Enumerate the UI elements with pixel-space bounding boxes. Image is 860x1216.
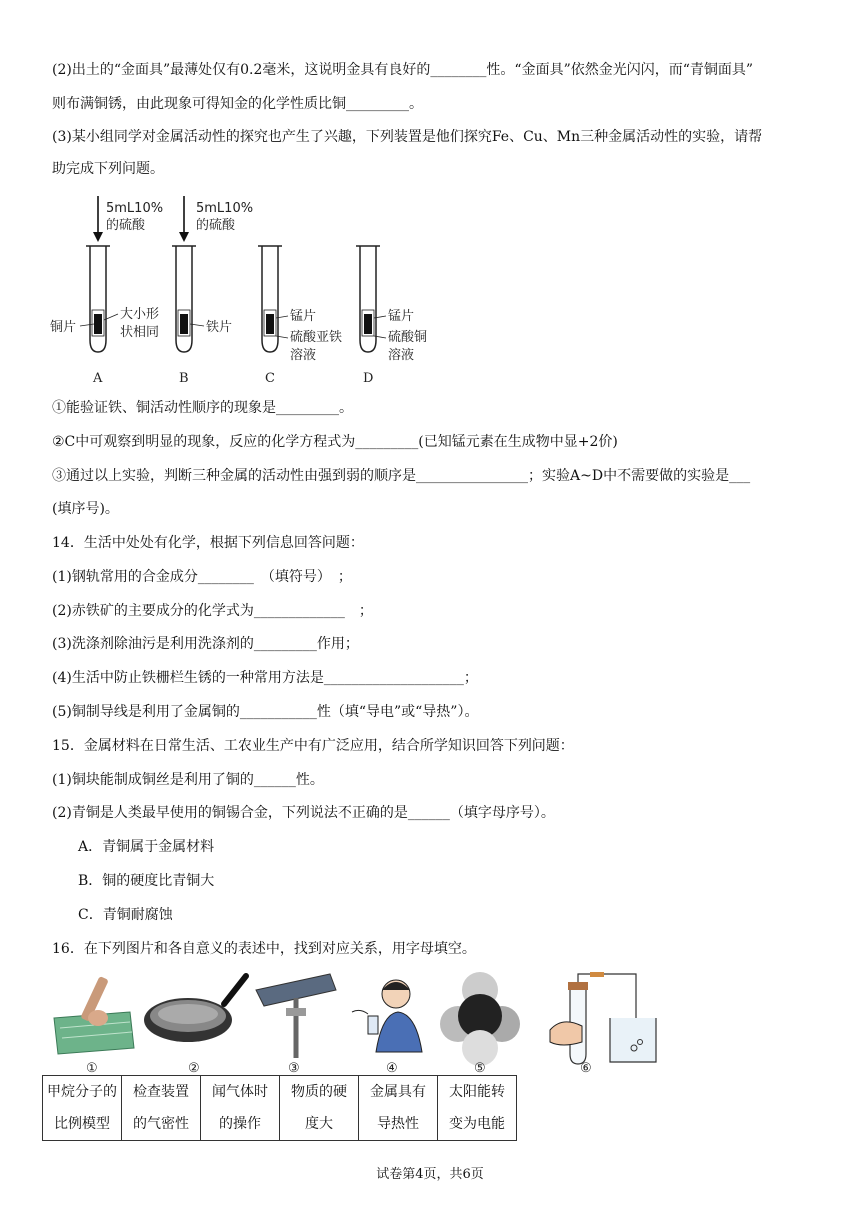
option-b: B．铜的硬度比青铜大 [78, 873, 215, 889]
text-line: ②C中可观察到明显的现象，反应的化学方程式为_________(已知锰元素在生成物中显+2价) [52, 434, 618, 450]
text-line: ①能验证铁、铜活动性顺序的现象是_________。 [52, 400, 353, 416]
airtightness-check-image [550, 972, 656, 1064]
text-line: (3)某小组同学对金属活动性的探究也产生了兴趣，下列装置是他们探究Fe、Cu、Mn三种金属活动性的实验，请帮 [52, 129, 763, 145]
tube-letter-a: A [93, 371, 103, 386]
option-a: A．青铜属于金属材料 [78, 839, 215, 855]
text-line: 16．在下列图片和各自意义的表述中，找到对应关系，用字母填空。 [52, 941, 476, 957]
smelling-gas-image [352, 980, 422, 1052]
picture-number: ⑥ [580, 1061, 592, 1076]
table-cell: 检查装置 的气密性 [122, 1076, 201, 1141]
text-line: (2)赤铁矿的主要成分的化学式为_____________ ； [52, 603, 373, 619]
acid-label: 5mL10% [196, 201, 254, 216]
tube-letter-b: B [179, 371, 189, 386]
label-same-size: 状相同 [120, 325, 160, 340]
table-cell: 太阳能转 变为电能 [438, 1076, 517, 1141]
label-copper-sheet: 铜片 [50, 320, 77, 335]
text-line: ③通过以上实验，判断三种金属的活动性由强到弱的顺序是________________；实验A~D中不需要做的实验是___ [52, 468, 751, 484]
meaning-table [42, 1075, 517, 1141]
text-line: (1)铜块能制成铜丝是利用了铜的______性。 [52, 772, 324, 788]
acid-label: 的硫酸 [196, 218, 236, 233]
picture-number: ⑤ [474, 1061, 486, 1076]
picture-number: ① [86, 1061, 98, 1076]
label-ferrous-sulfate: 硫酸亚铁 [290, 330, 343, 345]
text-line: (1)钢轨常用的合金成分________ （填符号） ； [52, 569, 352, 585]
picture-number: ② [188, 1061, 200, 1076]
label-solution: 溶液 [388, 348, 415, 363]
label-copper-sulfate: 硫酸铜 [388, 330, 428, 345]
pictures-row [50, 968, 670, 1076]
label-solution: 溶液 [290, 348, 317, 363]
tube-a [86, 246, 110, 352]
tube-b [172, 246, 196, 352]
option-c: C．青铜耐腐蚀 [78, 907, 173, 923]
text-line: (3)洗涤剂除油污是利用洗涤剂的_________作用； [52, 636, 359, 652]
text-line: 14．生活中处处有化学，根据下列信息回答问题： [52, 535, 364, 551]
table-cell: 闻气体时 的操作 [201, 1076, 280, 1141]
label-mn-sheet: 锰片 [388, 309, 415, 324]
table-cell: 物质的硬 度大 [280, 1076, 359, 1141]
picture-number: ③ [288, 1061, 300, 1076]
text-line: (5)铜制导线是利用了金属铜的___________性（填“导电”或“导热”）。 [52, 704, 479, 720]
acid-label: 的硫酸 [106, 218, 146, 233]
picture-number: ④ [386, 1061, 398, 1076]
text-line: (4)生活中防止铁栅栏生锈的一种常用方法是____________________； [52, 670, 478, 686]
scratch-test-image [54, 976, 134, 1054]
text-line: 助完成下列问题。 [52, 161, 164, 177]
tube-letter-d: D [363, 371, 374, 386]
text-line: 15．金属材料在日常生活、工农业生产中有广泛应用，结合所学知识回答下列问题： [52, 738, 574, 754]
text-line: (填序号)。 [52, 501, 119, 517]
text-line: 则布满铜锈，由此现象可得知金的化学性质比铜_________。 [52, 96, 423, 112]
text-line: (2)青铜是人类最早使用的铜锡合金，下列说法不正确的是______（填字母序号）。 [52, 805, 555, 821]
label-iron-sheet: 铁片 [206, 320, 233, 335]
table-cell: 甲烷分子的 比例模型 [43, 1076, 122, 1141]
acid-label: 5mL10% [106, 201, 164, 216]
table-cell: 金属具有 导热性 [359, 1076, 438, 1141]
label-mn-sheet: 锰片 [290, 309, 317, 324]
text-line: (2)出土的“金面具”最薄处仅有0.2毫米，这说明金具有良好的________性。“金面具”依然金光闪闪，而“青铜面具” [52, 62, 754, 78]
test-tube-diagram [50, 190, 428, 390]
solar-light-image [256, 974, 336, 1058]
tube-letter-c: C [265, 371, 275, 386]
frying-pan-image [144, 976, 246, 1042]
page-footer: 试卷第4页，共6页 [376, 1167, 484, 1182]
label-same-size: 大小形 [120, 307, 160, 322]
methane-model-image [440, 972, 520, 1066]
